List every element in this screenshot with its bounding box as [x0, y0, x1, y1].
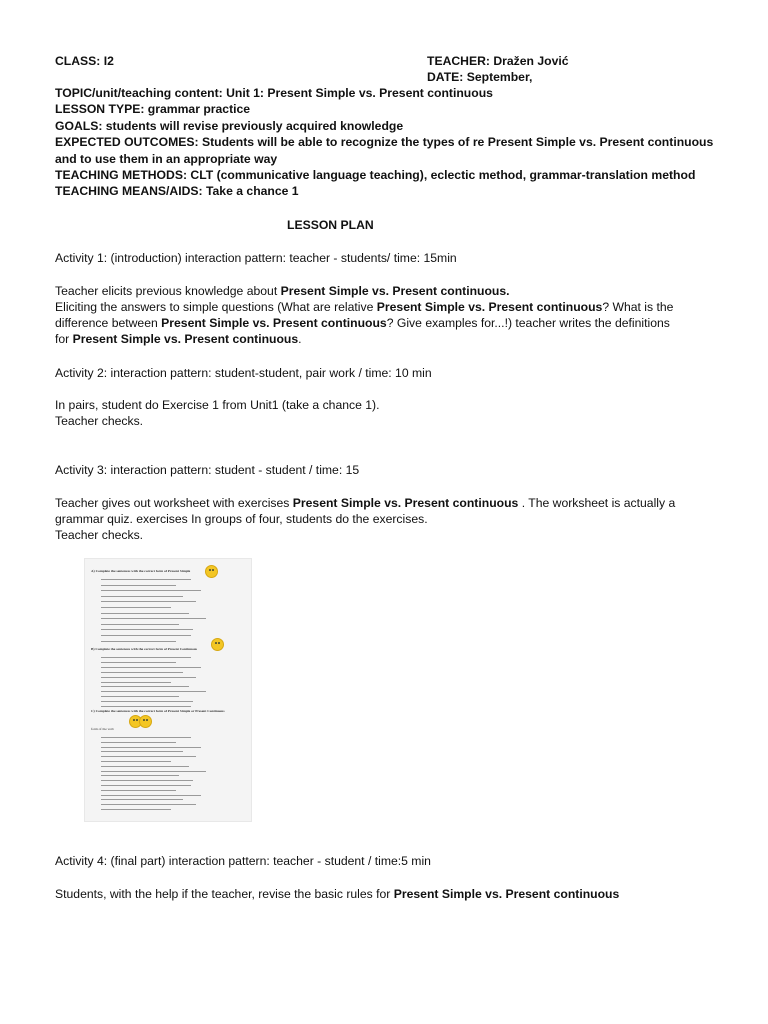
smiley-icon: [205, 565, 218, 578]
activity-3-line-1-post: . The worksheet is actually a: [518, 496, 676, 510]
worksheet-text-line: [101, 596, 183, 597]
worksheet-text-line: [101, 677, 196, 678]
topic-label: TOPIC/unit/teaching content: Unit 1: Present Simple vs. Present continuous: [55, 86, 493, 100]
activity-1-line-3-text: difference between: [55, 316, 162, 330]
activity-1-line-1-text: Teacher elicits previous knowledge about: [55, 284, 281, 298]
worksheet-sub-c: form of the verb: [91, 727, 114, 731]
activity-1-line-3: [55, 315, 670, 331]
worksheet-section-c: C) Complete the sentences with the correct form of Present Simple or Present Continuous: [91, 709, 225, 713]
activity-3-line-3: Teacher checks.: [55, 528, 144, 542]
activity-1-line-4: [55, 331, 302, 347]
worksheet-text-line: [101, 585, 176, 586]
worksheet-text-line: [101, 629, 193, 630]
worksheet-text-line: [101, 766, 189, 767]
worksheet-text-line: [101, 635, 191, 636]
worksheet-text-line: [101, 706, 191, 707]
worksheet-text-line: [101, 618, 206, 619]
activity-3-line-1: [55, 495, 675, 511]
worksheet-text-line: [101, 601, 196, 602]
activity-1-line-3-post: ? Give examples for...!) teacher writes the definitions: [386, 316, 670, 330]
worksheet-text-line: [101, 775, 179, 776]
worksheet-text-line: [101, 613, 189, 614]
worksheet-text-line: [101, 756, 196, 757]
activity-1-line-2-text: Eliciting the answers to simple questions (What are relative: [55, 300, 377, 314]
activity-4-line-1: [55, 886, 619, 902]
worksheet-text-line: [101, 696, 179, 697]
worksheet-text-line: [101, 804, 196, 805]
outcomes-label-cont: and to use them in an appropriate way: [55, 152, 278, 166]
worksheet-text-line: [101, 799, 183, 800]
worksheet-text-line: [101, 785, 191, 786]
worksheet-section-b: B) Complete the sentences with the correct form of Present Continuous: [91, 647, 198, 651]
activity-3-heading: Activity 3: interaction pattern: student - student / time: 15: [55, 463, 360, 477]
worksheet-text-line: [101, 751, 183, 752]
worksheet-text-line: [101, 771, 206, 772]
worksheet-text-line: [101, 641, 176, 642]
lesson-type-label: LESSON TYPE: grammar practice: [55, 102, 251, 116]
activity-3-line-1-text: Teacher gives out worksheet with exercises: [55, 496, 293, 510]
worksheet-text-line: [101, 662, 176, 663]
worksheet-text-line: [101, 795, 201, 796]
worksheet-text-line: [101, 624, 179, 625]
activity-2-heading: Activity 2: interaction pattern: student-student, pair work / time: 10 min: [55, 366, 432, 380]
worksheet-text-line: [101, 607, 171, 608]
means-label: TEACHING MEANS/AIDS: Take a chance 1: [55, 184, 299, 198]
outcomes-label: EXPECTED OUTCOMES: Students will be able to recognize the types of re Present Simple vs. Present continuous: [55, 135, 714, 149]
activity-3-line-1-topic: Present Simple vs. Present continuous: [292, 496, 519, 510]
teacher-label: TEACHER: Dražen Jović: [427, 54, 569, 68]
worksheet-text-line: [101, 780, 193, 781]
worksheet-text-line: [101, 701, 193, 702]
activity-1-line-3-topic: Present Simple vs. Present continuous: [161, 316, 387, 330]
worksheet-text-line: [101, 682, 171, 683]
activity-1-line-1: [55, 283, 510, 299]
smiley-icon: [139, 715, 152, 728]
activity-1-line-2-topic: Present Simple vs. Present continuous: [376, 300, 603, 314]
activity-1-line-4-post: .: [298, 332, 302, 346]
worksheet-text-line: [101, 672, 183, 673]
worksheet-text-line: [101, 579, 191, 580]
worksheet-text-line: [101, 742, 176, 743]
activity-2-line-2: Teacher checks.: [55, 414, 144, 428]
activity-3-line-2: grammar quiz. exercises In groups of four, students do the exercises.: [55, 512, 428, 526]
worksheet-text-line: [101, 737, 191, 738]
activity-1-line-4-topic: Present Simple vs. Present continuous: [72, 332, 299, 346]
worksheet-text-line: [101, 667, 201, 668]
worksheet-text-line: [101, 691, 206, 692]
activity-2-line-1: In pairs, student do Exercise 1 from Unit1 (take a chance 1).: [55, 398, 380, 412]
date-label: DATE: September,: [427, 70, 533, 84]
worksheet-text-line: [101, 761, 171, 762]
activity-1-line-1-topic: Present Simple vs. Present continuous.: [280, 284, 510, 298]
activity-1-line-4-text: for: [55, 332, 73, 346]
activity-1-heading: Activity 1: (introduction) interaction pattern: teacher - students/ time: 15min: [55, 251, 457, 265]
lesson-plan-title: LESSON PLAN: [287, 218, 374, 232]
activity-4-line-1-text: Students, with the help if the teacher, revise the basic rules for: [55, 887, 394, 901]
worksheet-text-line: [101, 747, 201, 748]
worksheet-image: [84, 558, 252, 822]
worksheet-section-a: A) Complete the sentences with the correct form of Present Simple: [91, 569, 191, 573]
activity-1-line-2-post: ? What is the: [602, 300, 674, 314]
worksheet-text-line: [101, 790, 176, 791]
worksheet-text-line: [101, 809, 171, 810]
worksheet-text-line: [101, 590, 201, 591]
smiley-icon: [211, 638, 224, 651]
activity-1-line-2: [55, 299, 673, 315]
class-label: CLASS: I2: [55, 54, 114, 68]
activity-4-line-1-topic: Present Simple vs. Present continuous: [393, 887, 620, 901]
worksheet-text-line: [101, 657, 191, 658]
methods-label: TEACHING METHODS: CLT (communicative language teaching), eclectic method, grammar-translation method: [55, 168, 696, 182]
worksheet-text-line: [101, 686, 189, 687]
goals-label: GOALS: students will revise previously acquired knowledge: [55, 119, 404, 133]
activity-4-heading: Activity 4: (final part) interaction pattern: teacher - student / time:5 min: [55, 854, 431, 868]
